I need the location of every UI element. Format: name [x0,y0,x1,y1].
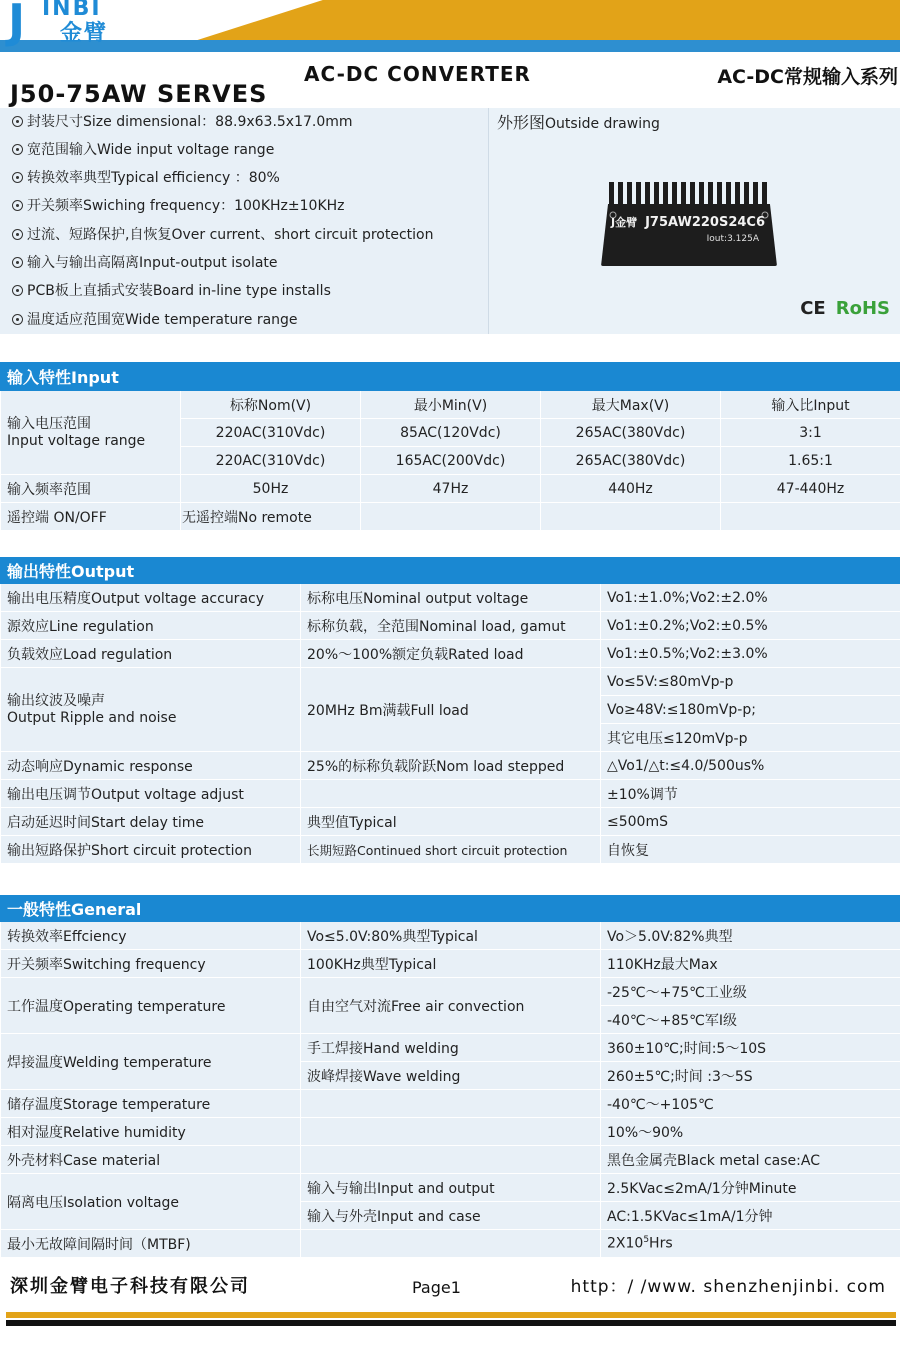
converter-module-image [601,180,777,266]
table-cell: 输出短路保护Short circuit protection [1,836,301,864]
output-table [0,557,900,864]
table-row [1,503,900,531]
bullet-icon [12,144,23,155]
table-row [1,780,900,808]
table-cell: 长期短路Continued short circuit protection [301,836,601,864]
table-row [1,612,900,640]
jinbi-logo: J INBI 金臂 [8,0,109,48]
bullet-icon [12,285,23,296]
table-cell: 220AC(310Vdc) [181,447,361,475]
table-cell: 50Hz [181,475,361,503]
page-header [0,0,900,110]
feature-item: 转换效率典型Typical efficiency ：80% [12,164,280,192]
table-cell: 转换效率Effciency [1,922,301,950]
table-cell: 黑色金属壳Black metal case:AC [601,1146,900,1174]
feature-item: 开关频率Swiching frequency：100KHz±10KHz [12,192,345,220]
table-cell: 相对湿度Relative humidity [1,1118,301,1146]
table-cell: 20%～100%额定负载Rated load [301,640,601,668]
bullet-icon [12,116,23,127]
table-cell: 输入与外壳Input and case [301,1202,601,1230]
module-label: J金臂 J75AW220S24C6 [611,215,766,230]
page-number: Page1 [412,1278,461,1297]
table-cell: 焊接温度Welding temperature [1,1034,301,1090]
module-iout: Iout:3.125A [706,234,759,244]
table-cell: 手工焊接Hand welding [301,1034,601,1062]
table-cell: -25℃～+75℃工业级 [601,978,900,1006]
table-cell: 隔离电压Isolation voltage [1,1174,301,1230]
table-row [1,836,900,864]
feature-item: PCB板上直插式安装Board in-line type installs [12,277,331,305]
table-cell: 2.5KVac≤2mA/1分钟Minute [601,1174,900,1202]
table-cell: 10%～90% [601,1118,900,1146]
table-row [1,1118,900,1146]
table-cell: 外壳材料Case material [1,1146,301,1174]
feature-item: 宽范围输入Wide input voltage range [12,136,274,164]
general-section-title: 一般特性General [1,896,900,922]
col-header-min: 最小Min(V) [361,391,541,419]
general-section [0,895,900,1258]
table-row [1,640,900,668]
table-cell: -40℃～+105℃ [601,1090,900,1118]
table-row [1,978,900,1006]
table-row [1,1230,900,1258]
output-section-title: 输出特性Output [1,558,900,584]
col-header-ratio: 输入比Input [721,391,900,419]
remote-value: 无遥控端No remote [181,503,361,531]
table-cell: 输出电压调节Output voltage adjust [1,780,301,808]
table-cell: 265AC(380Vdc) [541,419,721,447]
general-table [0,895,900,1258]
input-table [0,362,900,531]
table-cell: 47-440Hz [721,475,900,503]
table-row [1,1090,900,1118]
page-footer [0,1268,900,1328]
table-row [1,1174,900,1202]
table-row [1,752,900,780]
table-cell: 输出电压精度Output voltage accuracy [1,584,301,612]
table-row [1,668,900,696]
input-section-title: 输入特性Input [1,363,181,391]
table-cell: 110KHz最大Max [601,950,900,978]
table-cell: Vo＞5.0V:82%典型 [601,922,900,950]
table-cell: 典型值Typical [301,808,601,836]
table-cell: 动态响应Dynamic response [1,752,301,780]
bullet-icon [12,200,23,211]
ce-mark: CE [800,298,826,319]
input-freq-label: 输入频率范围 [1,475,181,503]
table-cell: Vo≤5.0V:80%典型Typical [301,922,601,950]
table-cell: 25%的标称负载阶跃Nom load stepped [301,752,601,780]
table-cell: 开关频率Switching frequency [1,950,301,978]
bullet-icon [12,172,23,183]
table-cell: 启动延迟时间Start delay time [1,808,301,836]
table-cell: ±10%调节 [601,780,900,808]
table-cell: 自由空气对流Free air convection [301,978,601,1034]
mtbf-value: $2X10^5Hrs$ [601,1230,900,1258]
input-section [0,362,900,531]
features-panel [0,108,900,334]
feature-item: 温度适应范围宽Wide temperature range [12,306,298,334]
table-cell: 标称电压Nominal output voltage [301,584,601,612]
footer-black-rule [6,1320,896,1326]
input-voltage-label: 输入电压范围 Input voltage range [1,391,181,475]
table-cell: △Vo1/△t:≤4.0/500us% [601,752,900,780]
outside-drawing-title: 外形图Outside drawing [497,113,660,132]
table-cell: 1.65:1 [721,447,900,475]
table-cell: 260±5℃;时间 :3～5S [601,1062,900,1090]
table-cell: Vo≥48V:≤180mVp-p; [601,696,900,724]
certification-marks [800,298,890,319]
table-cell: 自恢复 [601,836,900,864]
rohs-mark: RoHS [835,298,890,319]
bullet-icon [12,257,23,268]
table-cell: Vo1:±1.0%;Vo2:±2.0% [601,584,900,612]
bullet-icon [12,314,23,325]
feature-item: 输入与输出高隔离Input-output isolate [12,249,278,277]
table-row [1,1034,900,1062]
table-cell: 100KHz典型Typical [301,950,601,978]
table-row [1,922,900,950]
table-cell [301,780,601,808]
table-cell: ≤500mS [601,808,900,836]
table-cell: 源效应Line regulation [1,612,301,640]
table-cell: 输入与输出Input and output [301,1174,601,1202]
col-header-max: 最大Max(V) [541,391,721,419]
subtitle-series-cn: AC-DC常规输入系列 [717,66,898,88]
table-cell: 47Hz [361,475,541,503]
table-cell: 波峰焊接Wave welding [301,1062,601,1090]
table-cell: Vo1:±0.5%;Vo2:±3.0% [601,640,900,668]
table-cell: 440Hz [541,475,721,503]
company-name: 深圳金臂电子科技有限公司 [10,1276,250,1297]
table-cell: 最小无故障间隔时间（MTBF) [1,1230,301,1258]
table-cell: 3:1 [721,419,900,447]
table-cell: Vo≤5V:≤80mVp-p [601,668,900,696]
table-cell: 220AC(310Vdc) [181,419,361,447]
website-url: http：/ /www. shenzhenjinbi. com [570,1277,886,1297]
table-cell: AC:1.5KVac≤1mA/1分钟 [601,1202,900,1230]
table-cell: 360±10℃;时间:5～10S [601,1034,900,1062]
table-cell: 85AC(120Vdc) [361,419,541,447]
col-header-nom: 标称Nom(V) [181,391,361,419]
table-cell: 265AC(380Vdc) [541,447,721,475]
table-cell: -40℃～+85℃军Ⅰ级 [601,1006,900,1034]
table-cell: 165AC(200Vdc) [361,447,541,475]
outside-drawing-panel [488,108,900,334]
ripple-label: 输出纹波及噪声 Output Ripple and noise [1,668,301,752]
table-cell: Vo1:±0.2%;Vo2:±0.5% [601,612,900,640]
output-section [0,557,900,864]
table-row [1,475,900,503]
feature-item: 过流、短路保护,自恢复Over current、short circuit protection [12,221,433,249]
bullet-icon [12,229,23,240]
table-row [1,808,900,836]
heatsink-fins-icon [601,180,777,206]
series-title: J50-75AW SERVES [10,80,268,108]
footer-gold-rule [6,1312,896,1318]
table-cell: 储存温度Storage temperature [1,1090,301,1118]
table-cell: 工作温度Operating temperature [1,978,301,1034]
feature-item: 封装尺寸Size dimensional：88.9x63.5x17.0mm [12,108,353,136]
ripple-cond: 20MHz Bm满载Full load [301,668,601,752]
remote-label: 遥控端 ON/OFF [1,503,181,531]
table-cell: 其它电压≤120mVp-p [601,724,900,752]
table-row [1,584,900,612]
feature-list [0,108,487,334]
table-row [1,1146,900,1174]
table-cell: 标称负载，全范围Nominal load, gamut [301,612,601,640]
table-cell: 负载效应Load regulation [1,640,301,668]
table-row [1,950,900,978]
subtitle-converter: AC-DC CONVERTER [304,62,531,86]
